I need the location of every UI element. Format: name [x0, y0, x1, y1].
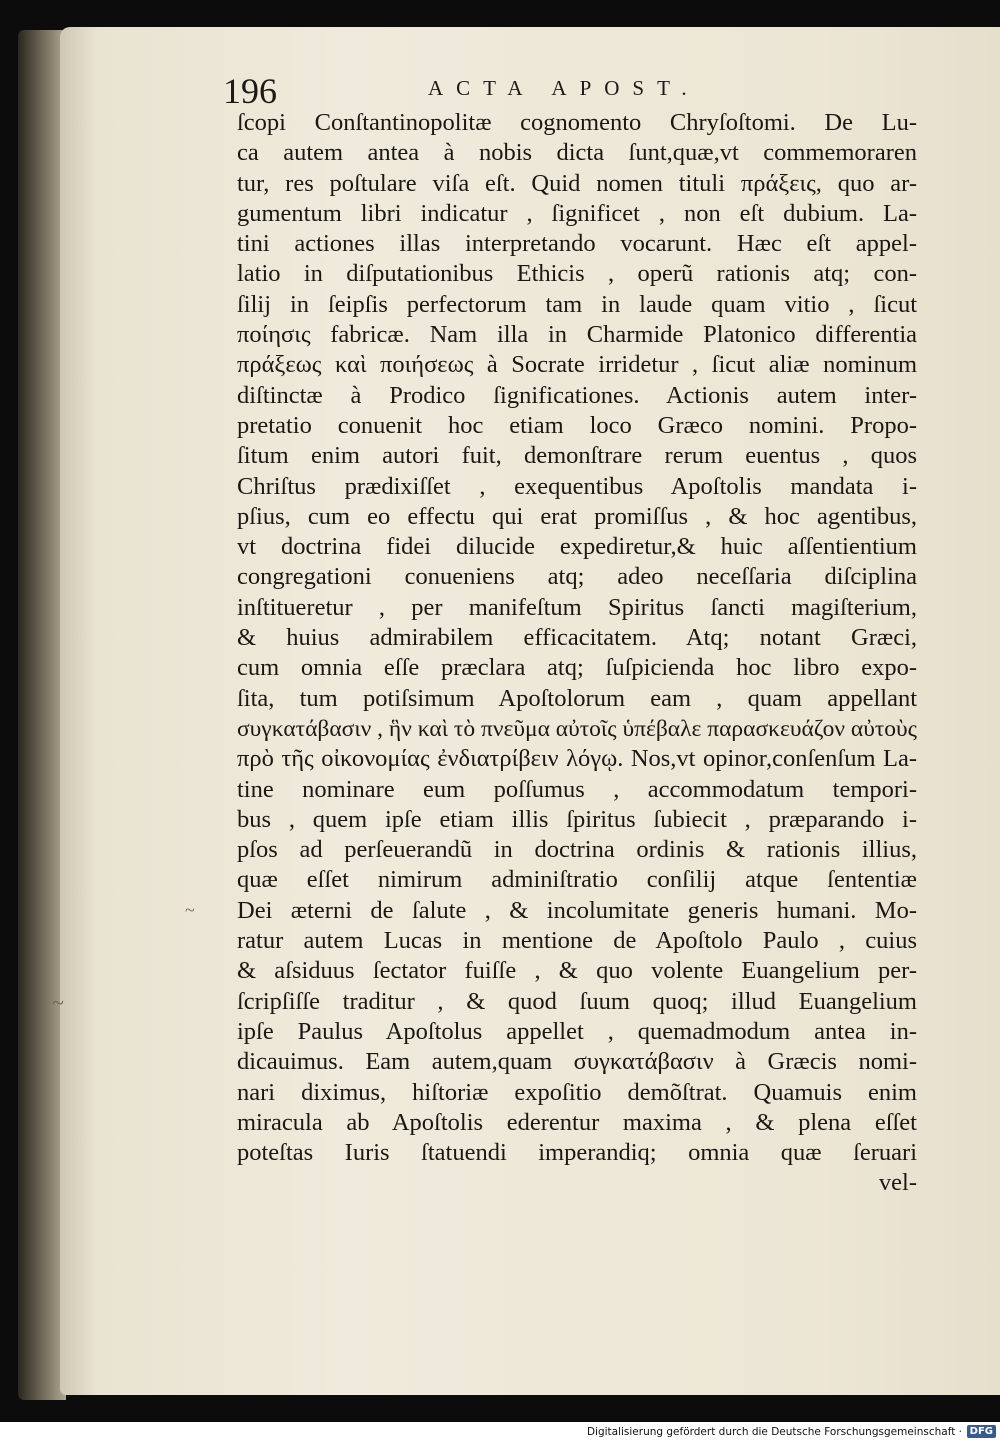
text-line: ſcopi Conſtantinopolitæ cognomento Chryſoſtomi. De Lu-: [237, 109, 917, 136]
text-line: inſtitueretur , per manifeſtum Spiritus ſancti magiſterium,: [237, 593, 917, 621]
text-line: tini actiones illas interpretando vocarunt. Hæc eſt appel-: [237, 230, 917, 258]
text-line: ratur autem Lucas in mentione de Apoſtolo Paulo , cuius: [237, 927, 917, 955]
text-line: latio in diſputationibus Ethicis , operũ rationis atq; con-: [237, 260, 917, 288]
text-line: Dei æterni de ſalute , & incolumitate generis humani. Mo-: [237, 896, 917, 924]
text-line: pſos ad perſeuerandũ in doctrina ordinis & rationis illius,: [237, 836, 917, 864]
body-text: [237, 108, 917, 1199]
text-line: congregationi conueniens atq; adeo neceſſaria diſciplina: [237, 563, 917, 591]
text-line: tur, res poſtulare viſa eſt. Quid nomen tituli πράξεις, quo ar-: [237, 169, 917, 197]
margin-mark: ~: [52, 990, 64, 1015]
text-line: πράξεως καὶ ποιήσεως à Socrate irridetur , ſicut aliæ nominum: [237, 351, 917, 379]
text-line: ca autem antea à nobis dicta ſunt,quæ,vt commemoraren: [237, 139, 917, 167]
text-line: ſilij in ſeipſis perfectorum tam in laude quam vitio , ſicut: [237, 290, 917, 318]
book-fore-edge: [18, 30, 66, 1400]
text-line: ſita, tum potiſsimum Apoſtolorum eam , quam appellant: [237, 684, 917, 712]
page-number: 196: [223, 71, 277, 111]
text-line: πρὸ τῆς οἰκονομίας ἐνδιατρίβειν λόγῳ. Nos,vt opinor,conſenſum La-: [237, 745, 917, 773]
text-line: tine nominare eum poſſumus , accommodatum tempori-: [237, 775, 917, 803]
text-line: nari diximus, hiſtoriæ expoſitio demõſtrat. Quamuis enim: [237, 1078, 917, 1106]
text-line: miracula ab Apoſtolis ederentur maxima , & plena eſſet: [237, 1108, 917, 1136]
text-line: συγκατάβασιν , ἣν καὶ τὸ πνεῦμα αὐτοῖς ὑπέβαλε παρασκευάζον αὐτοὺς: [237, 715, 917, 742]
running-head: ACTA APOST.: [428, 76, 700, 100]
text-line: ſitum enim autori fuit, demonſtrare rerum euentus , quos: [237, 442, 917, 470]
text-line: vt doctrina fidei dilucide expediretur,& huic aſſentientium: [237, 533, 917, 561]
text-line: ποίησις fabricæ. Nam illa in Charmide Platonico differentia: [237, 321, 917, 349]
text-line: poteſtas Iuris ſtatuendi imperandiq; omnia quæ ſeruari: [237, 1139, 917, 1167]
text-line: gumentum libri indicatur , ſignificet , non eſt dubium. La-: [237, 199, 917, 227]
text-line: & aſsiduus ſectator fuiſſe , & quo volente Euangelium per-: [237, 957, 917, 985]
text-line: dicauimus. Eam autem,quam συγκατάβασιν à Græcis nomi-: [237, 1048, 917, 1076]
catchword: vel-: [878, 1169, 917, 1197]
text-line: ſcripſiſſe traditur , & quod ſuum quoq; illud Euangelium: [237, 987, 917, 1015]
footer-credit: Digitalisierung gefördert durch die Deutsche Forschungsgemeinschaft ·: [586, 1426, 962, 1438]
text-line: ipſe Paulus Apoſtolus appellet , quemadmodum antea in-: [237, 1017, 917, 1045]
text-line: bus , quem ipſe etiam illis ſpiritus ſubiecit , præparando i-: [237, 805, 917, 833]
text-line: & huius admirabilem efficacitatem. Atq; notant Græci,: [237, 624, 917, 652]
text-line: Chriſtus prædixiſſet , exequentibus Apoſtolis mandata i-: [237, 472, 917, 500]
digitization-footer: [0, 1422, 1000, 1443]
text-line: pretatio conuenit hoc etiam loco Græco nomini. Propo-: [237, 411, 917, 439]
text-line: quæ eſſet nimirum adminiſtratio conſilij atque ſententiæ: [237, 866, 917, 894]
dfg-logo-icon: DFG: [967, 1425, 996, 1438]
margin-mark: ~: [185, 900, 195, 920]
text-line: pſius, cum eo effectu qui erat promiſſus , & hoc agentibus,: [237, 502, 917, 530]
text-line: cum omnia eſſe præclara atq; ſuſpicienda hoc libro expo-: [237, 654, 917, 682]
text-line: diſtinctæ à Prodico ſignificationes. Actionis autem inter-: [237, 381, 917, 409]
